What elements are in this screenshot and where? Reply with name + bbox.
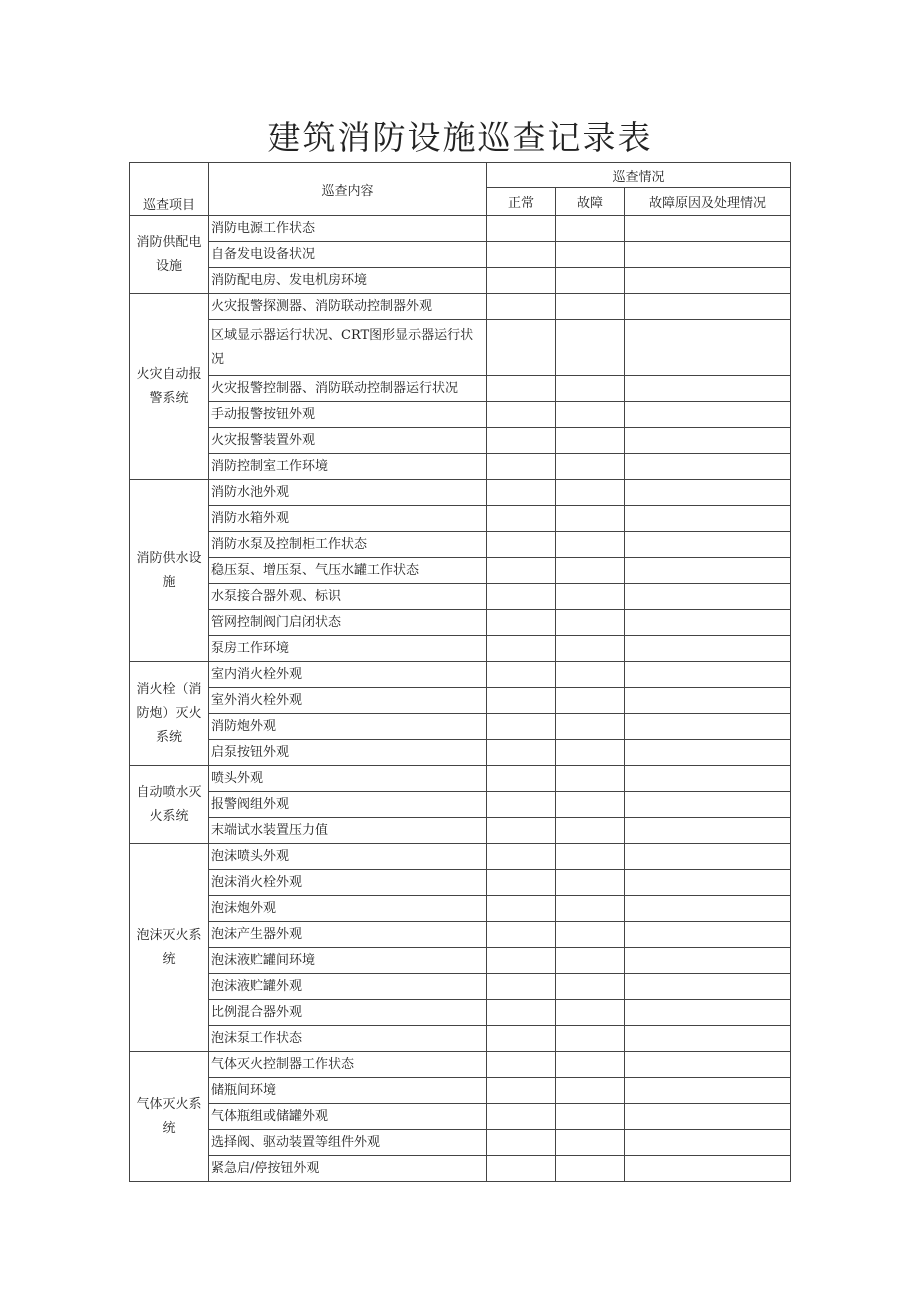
normal-cell[interactable]: [487, 766, 556, 792]
table-row: [130, 480, 791, 506]
reason-cell[interactable]: [625, 376, 791, 402]
fault-cell[interactable]: [556, 1000, 625, 1026]
table-row: [130, 766, 791, 792]
normal-cell[interactable]: [487, 584, 556, 610]
table-row: [130, 948, 791, 974]
item-cell: 消防配电房、发电机房环境: [209, 268, 487, 294]
reason-cell[interactable]: [625, 688, 791, 714]
table-row: [130, 376, 791, 402]
reason-cell[interactable]: [625, 1000, 791, 1026]
item-cell: 消防炮外观: [209, 714, 487, 740]
item-cell: 火灾报警探测器、消防联动控制器外观: [209, 294, 487, 320]
reason-cell[interactable]: [625, 1156, 791, 1182]
reason-cell[interactable]: [625, 896, 791, 922]
normal-cell[interactable]: [487, 216, 556, 242]
normal-cell[interactable]: [487, 844, 556, 870]
normal-cell[interactable]: [487, 792, 556, 818]
item-cell: 启泵按钮外观: [209, 740, 487, 766]
table-row: [130, 896, 791, 922]
table-row: [130, 1052, 791, 1078]
reason-cell[interactable]: [625, 1130, 791, 1156]
table-row: [130, 1078, 791, 1104]
normal-cell[interactable]: [487, 1130, 556, 1156]
table-row: [130, 1156, 791, 1182]
fault-cell[interactable]: [556, 870, 625, 896]
table-row: [130, 428, 791, 454]
fault-cell[interactable]: [556, 1078, 625, 1104]
normal-cell[interactable]: [487, 532, 556, 558]
item-cell: 泡沫泵工作状态: [209, 1026, 487, 1052]
fault-cell[interactable]: [556, 636, 625, 662]
header-fault: 故障: [556, 188, 625, 216]
item-cell: 室内消火栓外观: [209, 662, 487, 688]
normal-cell[interactable]: [487, 896, 556, 922]
item-cell: 紧急启/停按钮外观: [209, 1156, 487, 1182]
table-row: [130, 974, 791, 1000]
fault-cell[interactable]: [556, 376, 625, 402]
fault-cell[interactable]: [556, 1052, 625, 1078]
fault-cell[interactable]: [556, 428, 625, 454]
item-cell: 泡沫消火栓外观: [209, 870, 487, 896]
fault-cell[interactable]: [556, 216, 625, 242]
item-cell: 室外消火栓外观: [209, 688, 487, 714]
fault-cell[interactable]: [556, 584, 625, 610]
fault-cell[interactable]: [556, 766, 625, 792]
table-row: [130, 688, 791, 714]
header-content: 巡查内容: [209, 163, 487, 216]
normal-cell[interactable]: [487, 558, 556, 584]
item-cell: 管网控制阀门启闭状态: [209, 610, 487, 636]
item-cell: 选择阀、驱动装置等组件外观: [209, 1130, 487, 1156]
reason-cell[interactable]: [625, 242, 791, 268]
normal-cell[interactable]: [487, 480, 556, 506]
category-cell: 消火栓（消防炮）灭火系统: [130, 662, 209, 766]
table-row: [130, 216, 791, 242]
fault-cell[interactable]: [556, 974, 625, 1000]
fault-cell[interactable]: [556, 844, 625, 870]
normal-cell[interactable]: [487, 506, 556, 532]
table-row: [130, 610, 791, 636]
table-row: [130, 402, 791, 428]
fault-cell[interactable]: [556, 294, 625, 320]
fault-cell[interactable]: [556, 662, 625, 688]
table-row: [130, 584, 791, 610]
table-row: [130, 870, 791, 896]
reason-cell[interactable]: [625, 974, 791, 1000]
normal-cell[interactable]: [487, 740, 556, 766]
item-cell: 比例混合器外观: [209, 1000, 487, 1026]
category-cell: 气体灭火系统: [130, 1052, 209, 1182]
fault-cell[interactable]: [556, 714, 625, 740]
category-cell: 自动喷水灭火系统: [130, 766, 209, 844]
reason-cell[interactable]: [625, 740, 791, 766]
item-cell: 消防水箱外观: [209, 506, 487, 532]
table-row: [130, 1104, 791, 1130]
table-row: [130, 294, 791, 320]
item-cell: 气体瓶组或储罐外观: [209, 1104, 487, 1130]
item-cell: 喷头外观: [209, 766, 487, 792]
table-row: [130, 818, 791, 844]
fault-cell[interactable]: [556, 480, 625, 506]
table-row: [130, 320, 791, 376]
reason-cell[interactable]: [625, 610, 791, 636]
reason-cell[interactable]: [625, 792, 791, 818]
item-cell: 储瓶间环境: [209, 1078, 487, 1104]
fault-cell[interactable]: [556, 792, 625, 818]
reason-cell[interactable]: [625, 402, 791, 428]
table-row: [130, 506, 791, 532]
reason-cell[interactable]: [625, 1052, 791, 1078]
normal-cell[interactable]: [487, 1052, 556, 1078]
normal-cell[interactable]: [487, 870, 556, 896]
item-cell: 泡沫液贮罐外观: [209, 974, 487, 1000]
normal-cell[interactable]: [487, 1026, 556, 1052]
reason-cell[interactable]: [625, 480, 791, 506]
reason-cell[interactable]: [625, 844, 791, 870]
table-row: [130, 922, 791, 948]
item-cell: 消防控制室工作环境: [209, 454, 487, 480]
fault-cell[interactable]: [556, 242, 625, 268]
normal-cell[interactable]: [487, 688, 556, 714]
normal-cell[interactable]: [487, 636, 556, 662]
fault-cell[interactable]: [556, 558, 625, 584]
item-cell: 火灾报警装置外观: [209, 428, 487, 454]
item-cell: 稳压泵、增压泵、气压水罐工作状态: [209, 558, 487, 584]
fault-cell[interactable]: [556, 922, 625, 948]
item-cell: 区域显示器运行状况、CRT图形显示器运行状况: [209, 320, 487, 376]
item-cell: 消防水池外观: [209, 480, 487, 506]
reason-cell[interactable]: [625, 1026, 791, 1052]
item-cell: 泡沫炮外观: [209, 896, 487, 922]
reason-cell[interactable]: [625, 818, 791, 844]
normal-cell[interactable]: [487, 662, 556, 688]
normal-cell[interactable]: [487, 818, 556, 844]
normal-cell[interactable]: [487, 714, 556, 740]
reason-cell[interactable]: [625, 320, 791, 376]
normal-cell[interactable]: [487, 948, 556, 974]
normal-cell[interactable]: [487, 1000, 556, 1026]
reason-cell[interactable]: [625, 216, 791, 242]
fault-cell[interactable]: [556, 818, 625, 844]
normal-cell[interactable]: [487, 454, 556, 480]
normal-cell[interactable]: [487, 320, 556, 376]
item-cell: 火灾报警控制器、消防联动控制器运行状况: [209, 376, 487, 402]
normal-cell[interactable]: [487, 974, 556, 1000]
item-cell: 消防电源工作状态: [209, 216, 487, 242]
reason-cell[interactable]: [625, 714, 791, 740]
reason-cell[interactable]: [625, 506, 791, 532]
page-title: 建筑消防设施巡查记录表: [267, 118, 653, 157]
reason-cell[interactable]: [625, 662, 791, 688]
item-cell: 气体灭火控制器工作状态: [209, 1052, 487, 1078]
fault-cell[interactable]: [556, 1156, 625, 1182]
reason-cell[interactable]: [625, 870, 791, 896]
table-row: [130, 1000, 791, 1026]
fault-cell[interactable]: [556, 948, 625, 974]
table-row: [130, 844, 791, 870]
item-cell: 消防水泵及控制柜工作状态: [209, 532, 487, 558]
reason-cell[interactable]: [625, 922, 791, 948]
item-cell: 末端试水装置压力值: [209, 818, 487, 844]
table-row: [130, 268, 791, 294]
table-row: [130, 1130, 791, 1156]
table-row: [130, 792, 791, 818]
normal-cell[interactable]: [487, 268, 556, 294]
reason-cell[interactable]: [625, 428, 791, 454]
fault-cell[interactable]: [556, 610, 625, 636]
table-row: [130, 740, 791, 766]
reason-cell[interactable]: [625, 532, 791, 558]
reason-cell[interactable]: [625, 268, 791, 294]
fault-cell[interactable]: [556, 268, 625, 294]
item-cell: 手动报警按钮外观: [209, 402, 487, 428]
inspection-table: [129, 162, 791, 1182]
fault-cell[interactable]: [556, 402, 625, 428]
normal-cell[interactable]: [487, 1104, 556, 1130]
table-row: [130, 242, 791, 268]
normal-cell[interactable]: [487, 610, 556, 636]
fault-cell[interactable]: [556, 454, 625, 480]
category-cell: 消防供配电设施: [130, 216, 209, 294]
normal-cell[interactable]: [487, 402, 556, 428]
fault-cell[interactable]: [556, 896, 625, 922]
category-cell: 火灾自动报警系统: [130, 294, 209, 480]
normal-cell[interactable]: [487, 376, 556, 402]
item-cell: 报警阀组外观: [209, 792, 487, 818]
fault-cell[interactable]: [556, 506, 625, 532]
table-row: [130, 532, 791, 558]
reason-cell[interactable]: [625, 294, 791, 320]
category-cell: 泡沫灭火系统: [130, 844, 209, 1052]
normal-cell[interactable]: [487, 428, 556, 454]
category-cell: 消防供水设施: [130, 480, 209, 662]
reason-cell[interactable]: [625, 1104, 791, 1130]
normal-cell[interactable]: [487, 1156, 556, 1182]
normal-cell[interactable]: [487, 922, 556, 948]
header-reason: 故障原因及处理情况: [625, 188, 791, 216]
item-cell: 泵房工作环境: [209, 636, 487, 662]
fault-cell[interactable]: [556, 1130, 625, 1156]
reason-cell[interactable]: [625, 636, 791, 662]
reason-cell[interactable]: [625, 948, 791, 974]
normal-cell[interactable]: [487, 294, 556, 320]
fault-cell[interactable]: [556, 532, 625, 558]
table-row: [130, 636, 791, 662]
table-row: [130, 1026, 791, 1052]
normal-cell[interactable]: [487, 1078, 556, 1104]
reason-cell[interactable]: [625, 766, 791, 792]
normal-cell[interactable]: [487, 242, 556, 268]
fault-cell[interactable]: [556, 688, 625, 714]
reason-cell[interactable]: [625, 558, 791, 584]
fault-cell[interactable]: [556, 1104, 625, 1130]
fault-cell[interactable]: [556, 740, 625, 766]
header-normal: 正常: [487, 188, 556, 216]
item-cell: 泡沫液贮罐间环境: [209, 948, 487, 974]
item-cell: 自备发电设备状况: [209, 242, 487, 268]
table-body: [130, 216, 791, 1182]
table-row: [130, 558, 791, 584]
reason-cell[interactable]: [625, 1078, 791, 1104]
fault-cell[interactable]: [556, 320, 625, 376]
table-row: [130, 714, 791, 740]
header-status: 巡查情况: [487, 163, 791, 188]
item-cell: 泡沫喷头外观: [209, 844, 487, 870]
reason-cell[interactable]: [625, 584, 791, 610]
table-row: [130, 662, 791, 688]
header-project: 巡查项目: [130, 163, 209, 216]
fault-cell[interactable]: [556, 1026, 625, 1052]
table-row: [130, 454, 791, 480]
item-cell: 泡沫产生器外观: [209, 922, 487, 948]
item-cell: 水泵接合器外观、标识: [209, 584, 487, 610]
reason-cell[interactable]: [625, 454, 791, 480]
